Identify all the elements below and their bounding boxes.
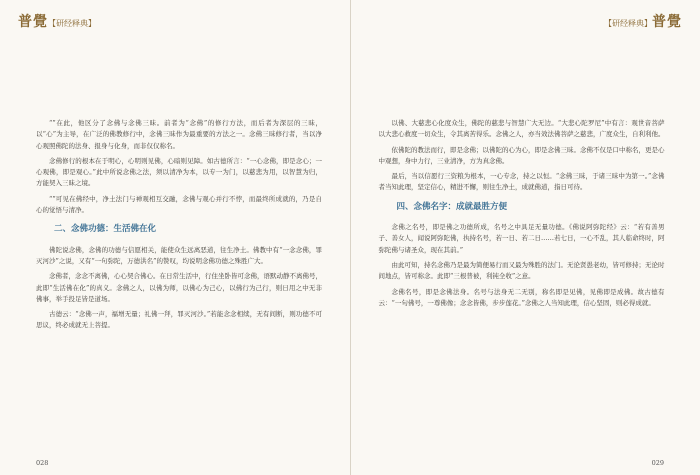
paragraph: 古德云：“念佛一声，福增无量；礼佛一拜，罪灭河沙。”若能念念相续，无有间断，则功德不可思议，终必成就无上菩提。 — [36, 310, 322, 330]
paragraph: 佛陀说念佛，念佛的功德与信愿相关，能使众生远离恶道，往生净土。佛教中有“一念念佛，罪灭河沙”之说，又有“一句弥陀，万德洪名”的赞叹，均说明念佛功德之殊胜广大。 — [36, 245, 322, 265]
right-page — [351, 0, 700, 475]
logo-text: 普覺 — [18, 14, 48, 30]
paragraph: 最后，当以信愿行三资粮为根本，一心专念，持之以恒。“念佛三昧，于诸三昧中为第一。”念佛者当知此理，坚定信心，精进不懈，则往生净土，成就佛道，指日可待。 — [378, 172, 665, 192]
logo-text: 普覺 — [652, 14, 682, 30]
paragraph: 依佛陀的教法而行，即是念佛；以佛陀的心为心，即是念佛三昧。念佛不仅是口中称名，更是心中观想，身中力行，三业清净，方为真念佛。 — [378, 145, 665, 165]
body-text — [379, 118, 665, 313]
paragraph: 念佛者，念念不离佛，心心契合佛心。在日常生活中，行住坐卧皆可念佛，语默动静不离佛号，此即“生活佛在化”的真义。念佛之人，以佛为师，以佛心为己心，以佛行为己行，则日用之中无非佛事，举手投足皆是道场。 — [36, 272, 322, 303]
paragraph: 以佛、大慈悲心化度众生，佛陀的慈悲与智慧广大无边。“大悲心陀罗尼”中有言：观世音菩萨以大悲心救度一切众生，令其离苦得乐。念佛之人，亦当效法佛菩萨之慈悲，广度众生，自利利他。 — [378, 119, 665, 139]
header-logo — [604, 11, 682, 31]
section-tag: 【研经释典】 — [604, 19, 652, 28]
paragraph: 念佛之名号，即是佛之功德所成，名号之中具足无量功德。《佛说阿弥陀经》云：“若有善男子、善女人，闻说阿弥陀佛，执持名号，若一日、若二日……若七日，一心不乱，其人临命终时，阿弥陀佛与诸圣众，现在其前。” — [378, 223, 665, 254]
header-logo — [18, 11, 96, 31]
body-text — [36, 118, 322, 336]
page-number: 028 — [36, 459, 49, 467]
paragraph: 念佛名号，即是念佛法身。名号与法身无二无别，称名即是见佛，见佛即是成佛。故古德有云：“一句佛号，一尊佛像；念念皆佛，步步莲花。”念佛之人当知此理，信心坚固，则必得成就。 — [378, 287, 665, 307]
section-heading: 二、念佛功德：生活佛在化 — [54, 224, 157, 235]
paragraph: 念佛修行的根本在于明心，心明则见佛，心暗则见障。如古德所言：“一心念佛，即是念心；一心观佛，即是观心。”此中所说念佛之法，须以清净为本，以专一为门，以慈悲为用，以智慧为归，方能契入三昧之境。 — [36, 156, 322, 188]
paragraph: “”可见在佛经中，净土法门与禅观相互交融，念佛与观心并行不悖，而最终所成就的，乃是自心的觉悟与清净。 — [36, 194, 322, 215]
section-heading: 四、念佛名字：成就最胜方便 — [396, 201, 508, 212]
page-number: 029 — [651, 459, 664, 467]
paragraph: 由此可知，持名念佛乃是最为简便易行而又最为殊胜的法门。无论贤愚老幼，皆可修持；无论时间地点，皆可称念。此即“三根普被，利钝全收”之意。 — [378, 260, 665, 281]
paragraph: “”在此，他区分了念佛与念佛三昧。前者为“念佛”的修行方法，而后者为深层的三昧，以“心”为主导，在广泛的佛教修行中，念佛三昧作为最重要的方法之一。念佛三昧修行者，当以净心观照佛陀的法身、报身与化身，而非仅仅称名。 — [36, 119, 322, 150]
section-tag: 【研经释典】 — [48, 19, 96, 28]
